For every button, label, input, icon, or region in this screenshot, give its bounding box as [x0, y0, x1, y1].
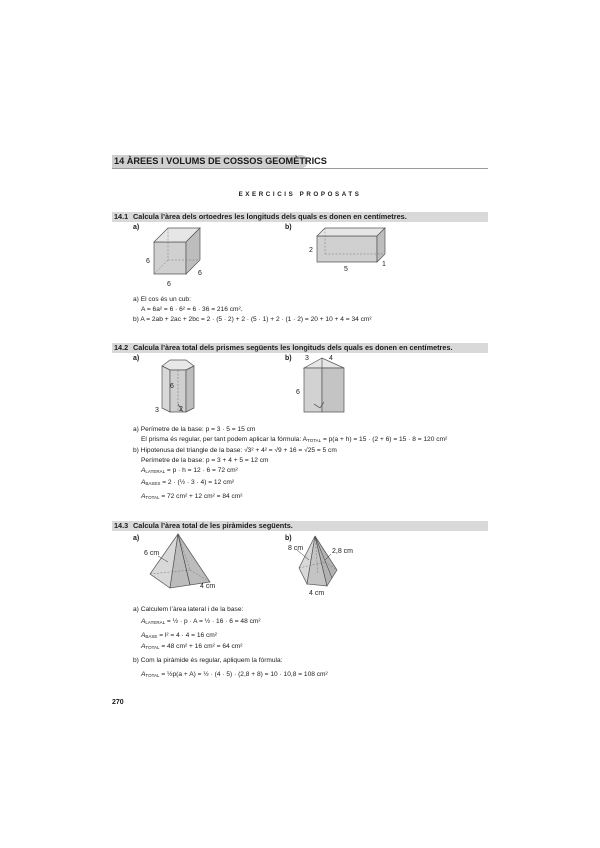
figure-label-b: b)	[285, 224, 292, 231]
solution-line: El prisma és regular, per tant podem aplicar la fórmula: $A_{TOTAL} = p(a + h) = 15 \cdot (2 + 6) = 15 \cdot 8 = 120$ cm²	[141, 436, 448, 443]
cube-figure	[140, 222, 220, 292]
solution-line: b) Com la piràmide és regular, apliquem la fórmula:	[133, 657, 283, 664]
figure-label-b: b)	[285, 355, 292, 362]
pyramid-base-label: 4 cm	[200, 583, 216, 590]
pentagonal-prism-figure	[150, 352, 210, 417]
cube-side-label: 6	[198, 270, 202, 277]
figure-label-b: b)	[285, 535, 292, 542]
solution-line: b) A = 2ab + 2ac + 2bc = 2 · (5 · 2) + 2 · (5 · 1) + 2 · (1 · 2) = 20 + 10 + 4 = 34 cm²	[133, 316, 372, 323]
cuboid-depth-label: 1	[382, 261, 386, 268]
solution-line: $A_{TOTAL}$ = ½p(a + A) = ½ · (4 · 5) · (2,8 + 8) = 10 · 10,8 = 108 cm²	[141, 671, 328, 678]
solution-line: $A_{LATERAL} = p \cdot h = 12 \cdot 6 = 72$ cm²	[141, 467, 238, 474]
pyramid-slant-label: 6 cm	[144, 550, 160, 557]
cube-bottom-label: 6	[167, 281, 171, 288]
exercise-number: 14.3	[114, 521, 129, 530]
page-number: 270	[112, 699, 124, 706]
cube-front-label: 6	[146, 258, 150, 265]
cuboid-length-label: 5	[344, 266, 348, 272]
solution-line: b) Hipotenusa del triangle de la base: √3² + 4² = √9 + 16 = √25 = 5 cm	[133, 447, 337, 454]
exercise-number: 14.1	[114, 212, 129, 221]
prism-height-label: 6	[296, 389, 300, 396]
figure-label-a: a)	[133, 224, 140, 231]
exercise-prompt: Calcula l’àrea total de les piràmides següents.	[133, 521, 293, 530]
chapter-title: 14 ÀREES I VOLUMS DE COSSOS GEOMÈTRICS	[114, 156, 327, 166]
solution-line: a) Calculem l’àrea lateral i de la base:	[133, 606, 244, 613]
prism-height-label: 6	[170, 383, 174, 390]
solution-line: $A_{TOTAL} = 48$ cm² + 16 cm² = 64 cm²	[141, 643, 243, 650]
solution-line: A = 6a² = 6 · 6² = 6 · 36 = 216 cm².	[141, 306, 243, 313]
solution-line: a) El cos és un cub:	[133, 296, 191, 303]
exercise-prompt: Calcula l’àrea total dels prismes següents les longituds dels quals es donen en centímetres.	[133, 343, 453, 352]
section-title: EXERCICIS PROPOSATS	[238, 191, 362, 198]
pyramid-apothem-label: 2,8 cm	[332, 548, 354, 555]
figure-label-a: a)	[133, 535, 140, 542]
prism-edge-label: 3	[155, 407, 159, 414]
cuboid-height-label: 2	[309, 247, 313, 254]
pyramid-base-label: 4 cm	[309, 590, 325, 597]
triangular-prism-figure	[292, 352, 362, 417]
chapter-divider	[112, 168, 488, 169]
prism-apothem-label: 2	[179, 406, 183, 413]
pyramid-slant-label: 8 cm	[288, 545, 304, 552]
exercise-number: 14.2	[114, 343, 129, 352]
solution-line: Perímetre de la base: p = 3 + 4 + 5 = 12 cm	[141, 457, 269, 464]
figure-label-a: a)	[133, 355, 140, 362]
solution-line: a) Perímetre de la base: p = 3 · 5 = 15 cm	[133, 426, 256, 433]
solution-line: $A_{BASE} = l^2 = 4 \cdot 4 = 16$ cm²	[141, 632, 217, 639]
prism-side-label: 3	[305, 355, 309, 362]
solution-line: $A_{TOTAL} = 72$ cm² + 12 cm² = 84 cm²	[141, 493, 243, 500]
solution-line: $A_{LATERAL}$ = ½ · p · A = ½ · 16 · 6 = 48 cm²	[141, 618, 261, 625]
exercise-prompt: Calcula l’àrea dels ortoedres les longituds dels quals es donen en centímetres.	[133, 212, 407, 221]
pentagonal-pyramid-figure	[285, 534, 360, 599]
prism-side-label: 4	[329, 355, 333, 362]
cuboid-figure	[305, 222, 395, 272]
solution-line: $A_{BASES} = 2$ · (½ · 3 · 4) = 12 cm²	[141, 479, 235, 486]
square-pyramid-figure	[140, 530, 230, 595]
